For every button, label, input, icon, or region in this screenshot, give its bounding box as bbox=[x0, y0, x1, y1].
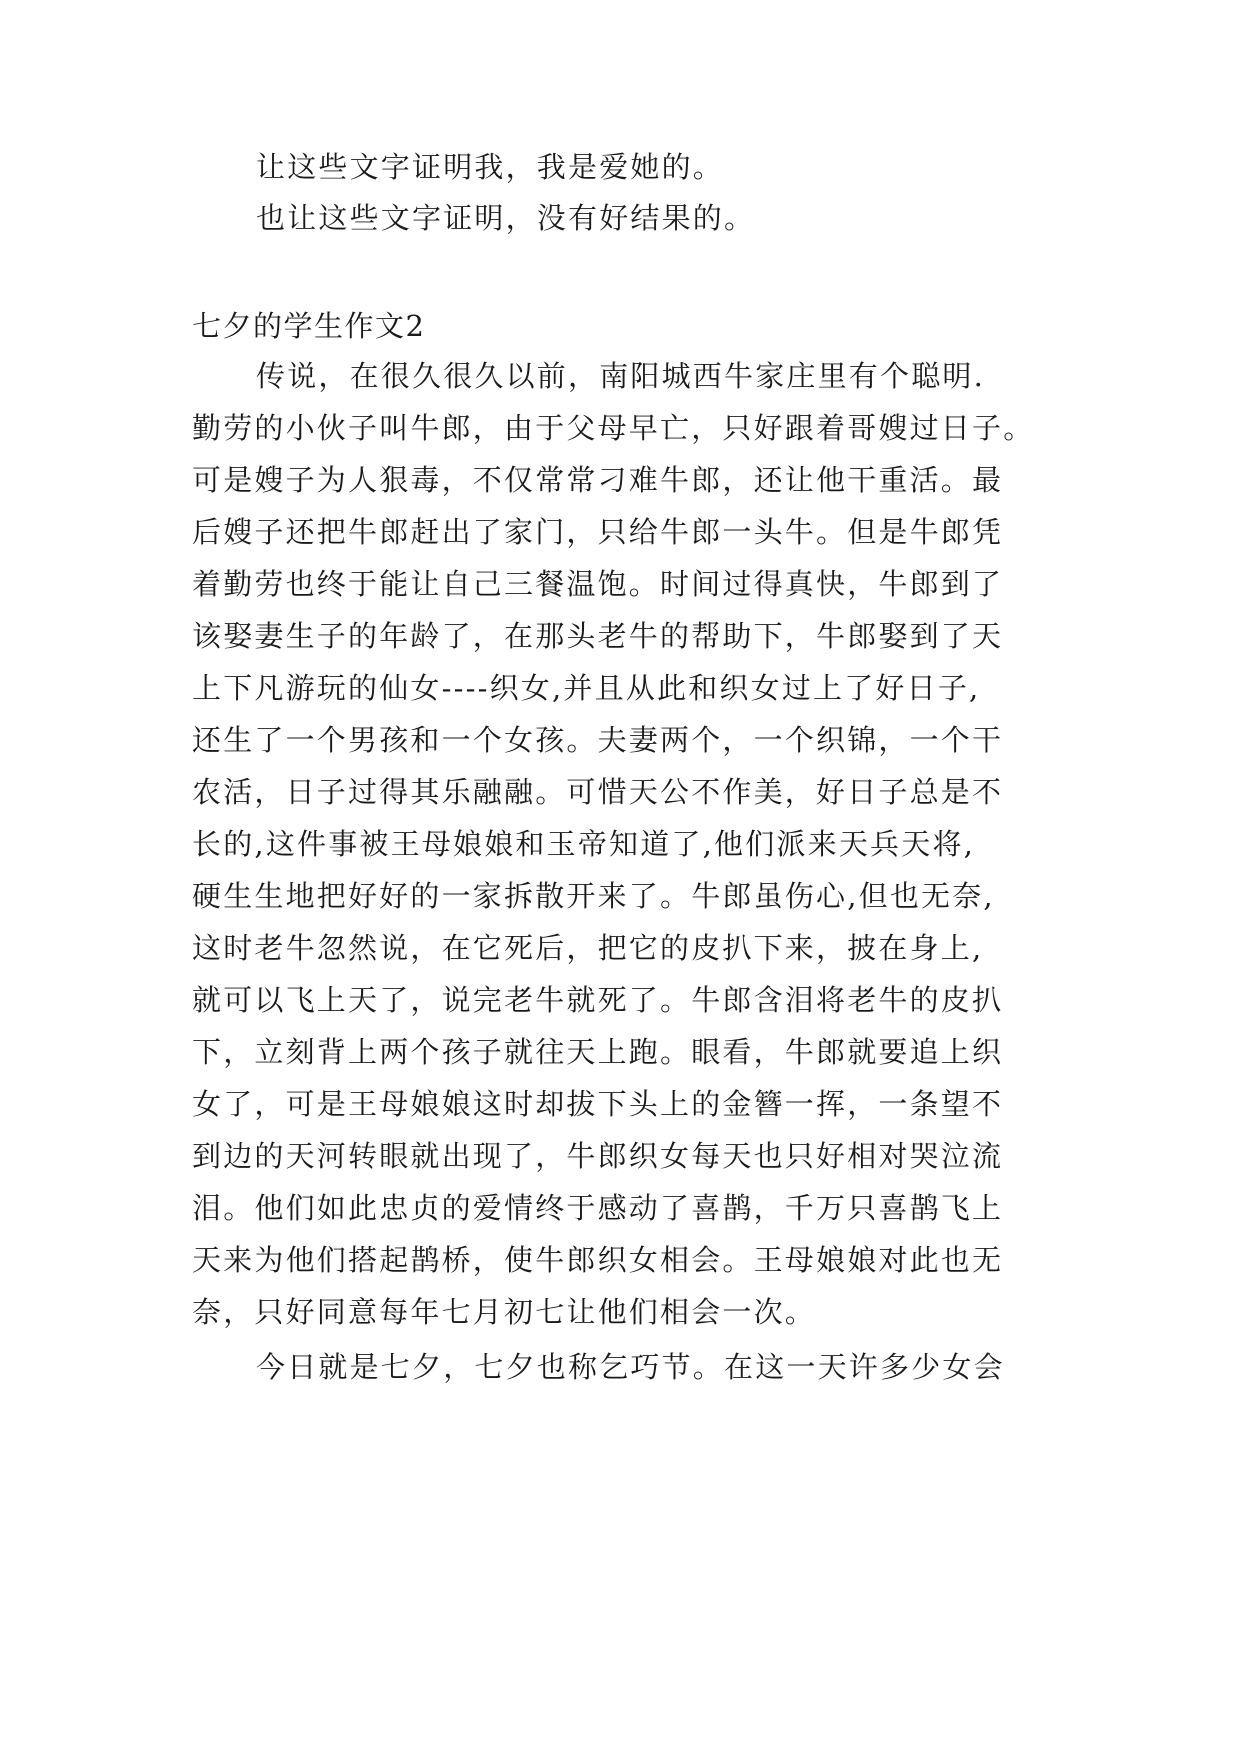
paragraph1-line-6: 该娶妻生子的年龄了，在那头老牛的帮助下，牛郎娶到了天 bbox=[192, 619, 1004, 653]
paragraph1-line-11: 硬生生地把好好的一家拆散开来了。牛郎虽伤心,但也无奈, bbox=[192, 879, 995, 913]
paragraph1-line-12: 这时老牛忽然说，在它死后，把它的皮扒下来，披在身上, bbox=[192, 931, 984, 965]
paragraph1-line-14: 下，立刻背上两个孩子就往天上跑。眼看，牛郎就要追上织 bbox=[192, 1035, 1004, 1069]
section-title: 七夕的学生作文2 bbox=[192, 309, 426, 343]
paragraph2-line-1: 今日就是七夕，七夕也称乞巧节。在这一天许多少女会 bbox=[256, 1350, 1005, 1384]
paragraph1-line-15: 女了，可是王母娘娘这时却拔下头上的金簪一挥，一条望不 bbox=[192, 1087, 1004, 1121]
paragraph1-line-5: 着勤劳也终于能让自己三餐温饱。时间过得真快，牛郎到了 bbox=[192, 567, 1004, 601]
intro-line-1: 让这些文字证明我，我是爱她的。 bbox=[256, 150, 725, 184]
paragraph1-line-8: 还生了一个男孩和一个女孩。夫妻两个，一个织锦，一个干 bbox=[192, 723, 1004, 757]
paragraph1-line-3: 可是嫂子为人狠毒，不仅常常刁难牛郎，还让他干重活。最 bbox=[192, 463, 1004, 497]
paragraph1-line-7: 上下凡游玩的仙女----织女,并且从此和织女过上了好日子, bbox=[192, 671, 981, 705]
paragraph1-line-13: 就可以飞上天了，说完老牛就死了。牛郎含泪将老牛的皮扒 bbox=[192, 983, 1004, 1017]
paragraph1-line-1: 传说，在很久很久以前，南阳城西牛家庄里有个聪明. bbox=[256, 359, 986, 393]
paragraph1-line-16: 到边的天河转眼就出现了，牛郎织女每天也只好相对哭泣流 bbox=[192, 1139, 1004, 1173]
intro-line-2: 也让这些文字证明，没有好结果的。 bbox=[256, 201, 756, 235]
paragraph1-line-10: 长的,这件事被王母娘娘和玉帝知道了,他们派来天兵天将, bbox=[192, 827, 976, 861]
paragraph1-line-17: 泪。他们如此忠贞的爱情终于感动了喜鹊，千万只喜鹊飞上 bbox=[192, 1191, 1004, 1225]
paragraph1-line-18: 天来为他们搭起鹊桥，使牛郎织女相会。王母娘娘对此也无 bbox=[192, 1243, 1004, 1277]
paragraph1-line-2: 勤劳的小伙子叫牛郎，由于父母早亡，只好跟着哥嫂过日子。 bbox=[192, 411, 1035, 445]
paragraph1-line-4: 后嫂子还把牛郎赶出了家门，只给牛郎一头牛。但是牛郎凭 bbox=[192, 515, 1004, 549]
paragraph1-line-19: 奈，只好同意每年七月初七让他们相会一次。 bbox=[192, 1295, 817, 1329]
paragraph1-line-9: 农活，日子过得其乐融融。可惜天公不作美，好日子总是不 bbox=[192, 775, 1004, 809]
